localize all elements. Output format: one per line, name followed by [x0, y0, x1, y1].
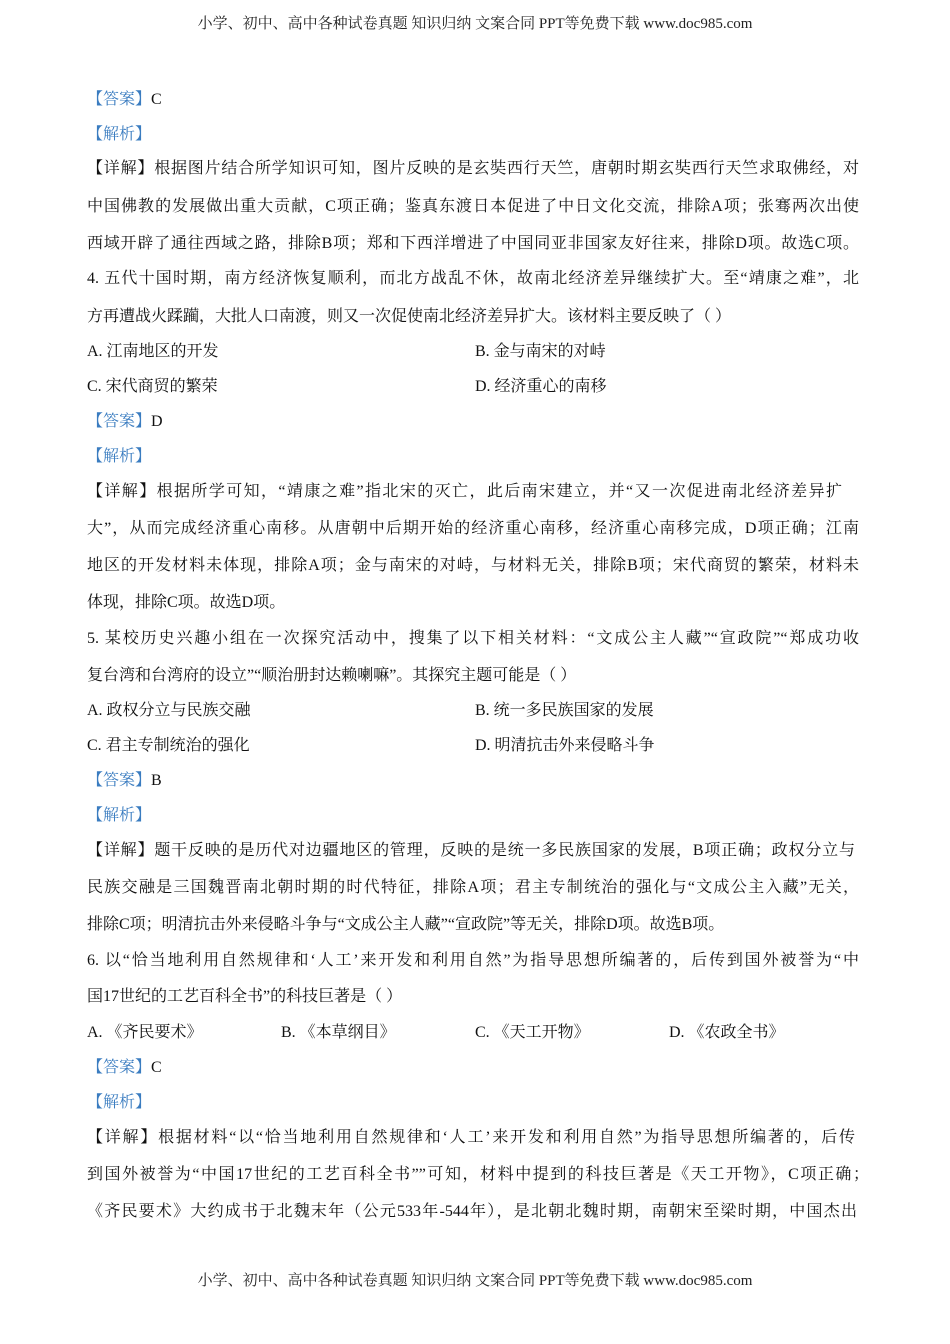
option-c: C. 君主专制统治的强化: [87, 737, 250, 754]
question-stem: 5. 某校历史兴趣小组在一次探究活动中，搜集了以下相关材料：“文成公主人藏”“宣政院”“郑成功收: [87, 630, 859, 647]
question-stem: 4. 五代十国时期，南方经济恢复顺利，而北方战乱不休，故南北经济差异继续扩大。至“靖康之难”，北: [87, 270, 859, 287]
detail-line: 到国外被誉为“中国17世纪的工艺百科全书””可知，材料中提到的科技巨著是《天工开物》，C项正确；: [87, 1166, 869, 1183]
detail-line: 西域开辟了通往西域之路，排除B项；郑和下西洋增进了中国同亚非国家友好往来，排除D项。故选C项。: [87, 235, 859, 252]
detail-text: 根据图片结合所学知识可知，图片反映的是玄奘西行天竺，唐朝时期玄奘西行天竺求取佛经，对: [154, 160, 859, 177]
answer-label: 【答案】: [87, 413, 152, 430]
detail-line: [87, 158, 859, 180]
question-stem: 6. 以“恰当地利用自然规律和‘人工’来开发和利用自然”为指导思想所编著的，后传到国外被誉为“中: [87, 952, 859, 969]
option-b: B. 《本草纲目》: [281, 1024, 396, 1041]
detail-label: 【详解】: [87, 483, 157, 500]
page-footer: 小学、初中、高中各种试卷真题 知识归纳 文案合同 PPT等免费下载 www.doc985.com: [197, 1273, 753, 1289]
detail-line: [87, 1127, 855, 1149]
option-b: B. 金与南宋的对峙: [475, 343, 606, 360]
question-stem: 国17世纪的工艺百科全书”的科技巨著是（ ）: [87, 988, 403, 1005]
answer-value: B: [151, 772, 162, 789]
analysis-label: 【解析】: [87, 1094, 152, 1111]
option-c: C. 《天工开物》: [475, 1024, 590, 1041]
option-a: A. 政权分立与民族交融: [87, 702, 251, 719]
answer-line: [87, 89, 162, 111]
question-stem: 复台湾和台湾府的设立”“顺治册封达赖喇嘛”。其探究主题可能是（ ）: [87, 667, 577, 684]
analysis-label: 【解析】: [87, 126, 152, 143]
detail-label: 【详解】: [87, 1129, 159, 1146]
detail-line: 民族交融是三国魏晋南北朝时期的时代特征，排除A项；君主专制统治的强化与“文成公主入藏”无关，: [87, 879, 859, 896]
option-d: D. 经济重心的南移: [475, 378, 607, 395]
detail-line: 《齐民要术》大约成书于北魏末年（公元533年-544年），是北朝北魏时期，南朝宋至梁时期，中国杰出: [87, 1203, 857, 1220]
analysis-label: 【解析】: [87, 807, 152, 824]
page-header: 小学、初中、高中各种试卷真题 知识归纳 文案合同 PPT等免费下载 www.doc985.com: [197, 16, 753, 32]
detail-text: 题干反映的是历代对边疆地区的管理，反映的是统一多民族国家的发展，B项正确；政权分立与: [154, 842, 855, 859]
detail-line: 中国佛教的发展做出重大贡献，C项正确；鉴真东渡日本促进了中日文化交流，排除A项；张骞两次出使: [87, 198, 859, 215]
detail-line: 排除C项；明清抗击外来侵略斗争与“文成公主人藏”“宣政院”等无关，排除D项。故选B项。: [87, 916, 725, 933]
detail-line: 大”，从而完成经济重心南移。从唐朝中后期开始的经济重心南移，经济重心南移完成，D项正确；江南: [87, 520, 859, 537]
answer-value: D: [151, 413, 163, 430]
detail-label: 【详解】: [87, 842, 155, 859]
question-stem: 方再遭战火蹂躏，大批人口南渡，则又一次促使南北经济差异扩大。该材料主要反映了（ ）: [87, 308, 732, 325]
option-d: D. 明清抗击外来侵略斗争: [475, 737, 655, 754]
detail-line: 地区的开发材料未体现，排除A项；金与南宋的对峙，与材料无关，排除B项；宋代商贸的繁荣，材料未: [87, 557, 859, 574]
detail-text: 根据材料“以“恰当地利用自然规律和‘人工’来开发和利用自然”为指导思想所编著的，后传: [158, 1129, 855, 1146]
answer-line: [87, 1057, 162, 1079]
answer-value: C: [151, 91, 162, 108]
answer-line: [87, 411, 163, 433]
detail-label: 【详解】: [87, 160, 155, 177]
answer-line: [87, 770, 162, 792]
detail-line: [87, 840, 855, 862]
detail-line: [87, 481, 842, 503]
answer-label: 【答案】: [87, 1059, 152, 1076]
option-a: A. 江南地区的开发: [87, 343, 219, 360]
answer-value: C: [151, 1059, 162, 1076]
detail-line: 体现，排除C项。故选D项。: [87, 594, 286, 611]
answer-label: 【答案】: [87, 772, 152, 789]
option-b: B. 统一多民族国家的发展: [475, 702, 654, 719]
answer-label: 【答案】: [87, 91, 152, 108]
option-a: A. 《齐民要术》: [87, 1024, 203, 1041]
analysis-label: 【解析】: [87, 448, 152, 465]
detail-text: 根据所学可知，“靖康之难”指北宋的灭亡，此后南宋建立，并“又一次促进南北经济差异扩: [156, 483, 842, 500]
option-c: C. 宋代商贸的繁荣: [87, 378, 218, 395]
option-d: D. 《农政全书》: [669, 1024, 785, 1041]
